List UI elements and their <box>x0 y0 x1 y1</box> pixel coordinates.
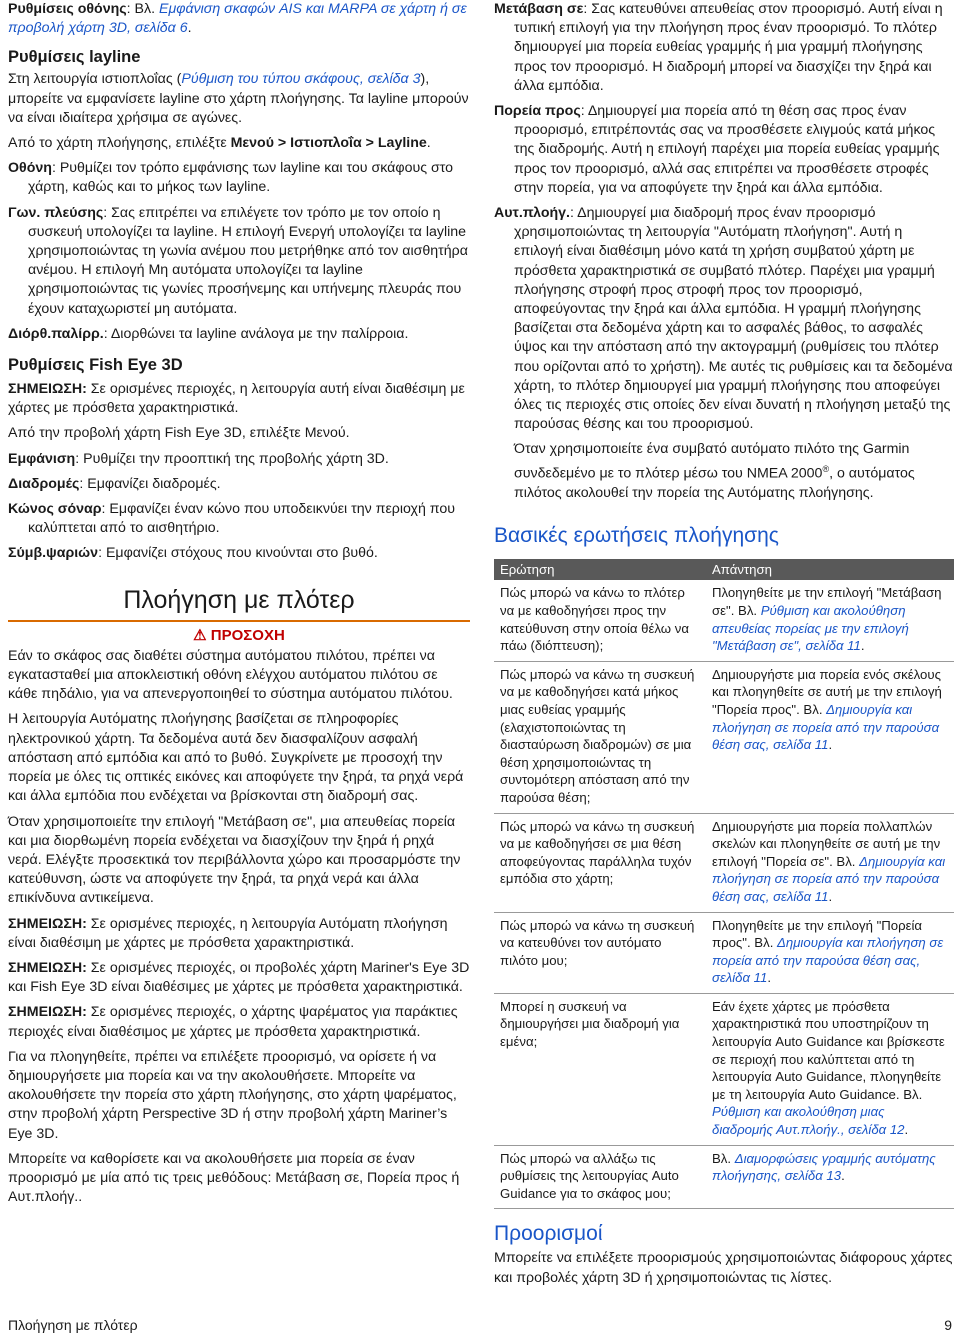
option-display-text: : Ρυθμίζει τον τρόπο εμφάνισης των layline και του σκάφους στο χάρτη, καθώς και το μήκος των layline. <box>28 160 454 196</box>
layline-menu-a: Από το χάρτη πλοήγησης, επιλέξτε <box>8 135 231 152</box>
faq-answer-text: Βλ. <box>712 1150 735 1166</box>
option-route-to-text: : Δημιουργεί μια πορεία από τη θέση σας προς έναν προορισμό, επιτρέποντάς σας να προσθέσετε ελιγμούς κατά μήκος της διαδρομής. Αυτή η επιλογή παρέχει μια πορεία ευθείας γραμμής προς τον προορισμό, αλλά σας επιτρέπει να προσθέσετε στροφές στην πορεία, για να αποφύγετε την ξηρά και άλλα εμπόδια. <box>514 103 940 196</box>
warning-triangle-icon: ⚠ <box>193 626 207 644</box>
faq-answer-end: . <box>828 888 833 904</box>
autopilot-paragraph <box>494 440 954 502</box>
faq-answer <box>706 1145 954 1209</box>
layline-menu-c: . <box>426 135 431 152</box>
warning-divider <box>8 620 470 622</box>
option-tracks-label: Διαδρομές <box>8 475 80 492</box>
faq-question: Πώς μπορώ να κάνω το πλότερ να με καθοδηγήσει προς την κατεύθυνση στην οποία θέλω να πάω (διόπτευση); <box>494 580 706 661</box>
note-text: Σε ορισμένες περιοχές, η λειτουργία Αυτόματη πλοήγηση είναι διαθέσιμη με χάρτες με πρόσθετα χαρακτηριστικά. <box>8 915 448 951</box>
fish-eye-heading: Ρυθμίσεις Fish Eye 3D <box>8 356 183 375</box>
faq-question: Πώς μπορώ να κάνω τη συσκευή να με καθοδηγήσει σε μια θέση αποφεύγοντας παράλληλα τυχόν εμπόδια στο χάρτη; <box>494 813 706 912</box>
faq-table <box>494 559 954 1210</box>
layline-heading: Ρυθμίσεις layline <box>8 48 141 67</box>
option-auto-guidance-label: Αυτ.πλοήγ. <box>494 205 570 222</box>
option-tide-correction <box>8 325 470 344</box>
ais-marpa-link[interactable]: Εμφάνιση σκαφών AIS και MARPA σε χάρτη ή σε προβολή χάρτη 3D, σελίδα 6 <box>8 1 467 37</box>
faq-answer <box>706 813 954 912</box>
faq-row <box>494 993 954 1145</box>
faq-answer-link[interactable]: Ρύθμιση και ακολούθηση μιας διαδρομής Αυτ.πλοήγ., σελίδα 12 <box>712 1104 905 1138</box>
goto-paragraph: Όταν χρησιμοποιείτε την επιλογή "Μετάβαση σε", μια απευθείας πορεία και μια διορθωμένη πορεία ενδέχεται να διασχίζουν την ξηρά ή ρηχά νερά. Ελέγξτε προσεκτικά τον περιβάλλοντα χώρο και προσαρμόστε την κατεύθυνση, ώστε να αποφύγετε την ξηρά, τα ρηχά νερά και άλλα επικίνδυνα αντικείμενα. <box>8 813 461 907</box>
warning-text: Εάν το σκάφος σας διαθέτει σύστημα αυτόματου πιλότου, πρέπει να εγκατασταθεί μια αποκλειστική οθόνη ελέγχου αυτόματου πιλότου σε κάθε πηδάλιο, για να απενεργοποιηθεί το σύστημα αυτόματου πιλότου. <box>8 647 453 703</box>
option-view-label: Εμφάνιση <box>8 450 76 467</box>
option-fish-symbols-label: Σύμβ.ψαριών <box>8 545 99 562</box>
option-view-text: : Ρυθμίζει την προοπτική της προβολής χάρτη 3D. <box>75 450 389 467</box>
faq-question: Μπορεί η συσκευή να δημιουργήσει μια διαδρομή για εμένα; <box>494 993 706 1145</box>
faq-answer-text: Δημιουργήστε μια πορεία ενός σκέλους και πλοηγηθείτε σε αυτή με την επιλογή "Πορεία προς". Βλ. <box>712 666 942 717</box>
option-tracks-text: : Εμφανίζει διαδρομές. <box>79 475 221 492</box>
autopilot-text-a: Όταν χρησιμοποιείτε ένα συμβατό αυτόματο πιλότο της Garmin συνδεδεμένο με το πλότερ μέσω του NMEA 2000 <box>514 441 910 482</box>
faq-heading: Βασικές ερωτήσεις πλοήγησης <box>494 523 779 547</box>
option-display-label: Οθόνη <box>8 160 52 177</box>
option-sail-angle <box>8 204 470 319</box>
warning-heading <box>8 626 470 645</box>
faq-answer <box>706 912 954 993</box>
faq-answer-link[interactable]: Διαμορφώσεις γραμμής αυτόματης πλοήγησης, σελίδα 13 <box>712 1150 936 1184</box>
right-column <box>494 0 954 1288</box>
autoguidance-paragraph: Η λειτουργία Αυτόματης πλοήγησης βασίζεται σε πληροφορίες ηλεκτρονικού χάρτη. Τα δεδομένα αυτά δεν διασφαλίζουν ασφαλή απόσταση από εμπόδια και από το βυθό. Συγκρίνετε με προσοχή την πορεία με όλες τις οπτικές εικόνες και αποφύγετε την ξηρά, τα ρηχά νερά και άλλα εμπόδια που ενδέχεται να βρίσκονται στη διαδρομή σας. <box>8 711 464 805</box>
option-route-to-label: Πορεία προς <box>494 103 581 120</box>
note-fishing-chart <box>8 1003 470 1041</box>
note-3d-views <box>8 959 470 997</box>
faq-answer-end: . <box>841 1168 845 1184</box>
autopilot-text-b: , ο αυτόματος πιλότος ακολουθεί την πορεία της Αυτόματης πλοήγησης. <box>514 465 915 501</box>
faq-answer-link[interactable]: Δημιουργία και πλοήγηση σε πορεία από την παρούσα θέση σας, σελίδα 11 <box>712 853 946 904</box>
fish-eye-note-text: Σε ορισμένες περιοχές, η λειτουργία αυτή είναι διαθέσιμη με χάρτες με πρόσθετα χαρακτηριστικά. <box>8 381 465 417</box>
option-goto <box>494 0 954 96</box>
layline-intro-a: Στη λειτουργία ιστιοπλοΐας ( <box>8 71 182 88</box>
faq-row <box>494 661 954 813</box>
note-text: Σε ορισμένες περιοχές, οι προβολές χάρτη Mariner's Eye 3D και Fish Eye 3D είναι διαθέσιμες με χάρτες με πρόσθετα χαρακτηριστικά. <box>8 959 470 996</box>
option-sonar-cone <box>8 500 470 538</box>
faq-answer <box>706 661 954 813</box>
faq-answer-text: Πλοηγηθείτε με την επιλογή "Πορεία προς". Βλ. <box>712 917 923 951</box>
option-sonar-cone-label: Κώνος σόναρ <box>8 501 102 518</box>
option-auto-guidance-text: : Δημιουργεί μια διαδρομή προς έναν προορισμό χρησιμοποιώντας τη λειτουργία "Αυτόματη πλοήγηση". Αυτή η επιλογή είναι διαθέσιμη μόνο κατά τη χρήση συμβατού χάρτη με πρόσθετα χαρακτηριστικά σε συμβατό πλότερ. Παρέχει μια γραμμή πλοήγησης στροφή προς στροφή προς τον προορισμό, αποφεύγοντας την ξηρά και άλλα εμπόδια. Η γραμμή πλοήγησης βασίζεται στα δεδομένα χάρτη και το ασφαλές βάθος, το ασφαλές ύψος και την απόσταση από την ακτογραμμή (ρυθμίσεις του πλότερ που ορίζονται από το χρήστη). Με αυτές τις ρυθμίσεις και τα δεδομένα χάρτη, το πλότερ δημιουργεί μια γραμμή πλοήγησης που αποφεύγει όλες τις περιοχές στις οποίες δεν είναι δυνατή η πλοήγηση μεταξύ της παρούσας θέσης και του προορισμού. <box>514 205 953 433</box>
option-route-to <box>494 102 954 198</box>
destinations-text: Μπορείτε να επιλέξετε προορισμούς χρησιμοποιώντας διάφορους χάρτες και προβολές χάρτη 3D ή χρησιμοποιώντας τις λίστες. <box>494 1250 953 1286</box>
display-settings-end: . <box>187 20 192 37</box>
display-settings-label: Ρυθμίσεις οθόνης <box>8 1 127 17</box>
layline-menu-b: Μενού > Ιστιοπλοΐα > Layline <box>230 135 427 152</box>
navigate-paragraph: Για να πλοηγηθείτε, πρέπει να επιλέξετε προορισμό, να ορίσετε ή να δημιουργήσετε μια πορεία και να την ακολουθήσετε. Μπορείτε να ακολουθήσετε την πορεία στο χάρτη πλοήγησης, στο χάρτη ψαρέματος, στην προβολή χάρτη Perspective 3D ή στην προβολή χάρτη Mariner’s Eye 3D. <box>8 1048 457 1142</box>
faq-answer-text: Δημιουργήστε μια πορεία πολλαπλών σκελών και πλοηγηθείτε σε αυτή με την επιλογή "Πορεία σε". Βλ. <box>712 818 941 869</box>
option-sail-angle-text-a: : Σας επιτρέπει να επιλέγετε τον τρόπο με τον οποίο η συσκευή υπολογίζει τα layline. <box>28 204 441 240</box>
faq-header-question: Ερώτηση <box>494 559 706 581</box>
faq-answer-text: Πλοηγηθείτε με την επιλογή "Μετάβαση σε". Βλ. <box>712 585 942 618</box>
option-auto-guidance <box>494 204 954 434</box>
option-fish-symbols-text: : Εμφανίζει στόχους που κινούνται στο βυθό. <box>98 545 378 562</box>
option-tracks <box>8 475 470 494</box>
faq-answer-end: . <box>767 970 772 986</box>
faq-answer-end: . <box>904 1122 909 1138</box>
faq-question: Πώς μπορώ να αλλάξω τις ρυθμίσεις της λειτουργίας Auto Guidance για το σκάφος μου; <box>494 1145 706 1209</box>
destinations-heading: Προορισμοί <box>494 1222 603 1246</box>
methods-paragraph: Μπορείτε να καθορίσετε και να ακολουθήσετε μια πορεία σε έναν προορισμό με μία από τις τρεις μεθόδους: Μετάβαση σε, Πορεία προς ή Αυτ.πλοήγ.. <box>8 1150 460 1206</box>
option-view <box>8 450 470 469</box>
faq-answer-text: Εάν έχετε χάρτες με πρόσθετα χαρακτηριστικά που υποστηρίζουν τη λειτουργία Auto Guidance και βρίσκεστε σε περιοχή που καλύπτεται από τη λειτουργία Auto Guidance, πλοηγηθείτε με τη λειτουργία Auto Guidance. Βλ. <box>712 998 945 1102</box>
faq-answer-end: . <box>860 638 865 654</box>
faq-answer-link[interactable]: Δημιουργία και πλοήγηση σε πορεία από την παρούσα θέση σας, σελίδα 11 <box>712 701 940 753</box>
faq-header-row <box>494 559 954 581</box>
warning-title: ΠΡΟΣΟΧΗ <box>210 626 285 644</box>
faq-row <box>494 813 954 912</box>
layline-intro <box>8 70 470 128</box>
faq-answer-link[interactable]: Δημιουργία και πλοήγηση σε πορεία από την παρούσα θέση σας, σελίδα 11 <box>712 935 944 986</box>
option-goto-label: Μετάβαση σε <box>494 1 584 17</box>
left-column <box>8 0 470 1207</box>
option-sail-angle-text-b: Η επιλογή Ενεργή υπολογίζει τα layline χρησιμοποιώντας τη γωνία ανέμου που μετρήθηκε από τον αισθητήρα ανέμου. Η επιλογή Μη αυτόματα υπολογίζει τα layline χρησιμοποιώντας τις γωνίες προσήνεμης και υπήνεμης πλευράς που έχουν καταχωριστεί μη αυτόματα. <box>28 223 468 317</box>
note-label: ΣΗΜΕΙΩΣΗ: <box>8 915 87 932</box>
faq-header-answer: Απάντηση <box>706 559 954 581</box>
chapter-title: Πλοήγηση με πλότερ <box>123 585 355 614</box>
note-label: ΣΗΜΕΙΩΣΗ: <box>8 1004 87 1021</box>
faq-answer-link[interactable]: Ρύθμιση και ακολούθηση απευθείας πορείας με την επιλογή "Μετάβαση σε", σελίδα 11 <box>712 603 909 654</box>
note-label: ΣΗΜΕΙΩΣΗ: <box>8 959 87 976</box>
display-settings-text: : Βλ. <box>126 1 159 17</box>
option-tide-text: : Διορθώνει τα layline ανάλογα με την παλίρροια. <box>103 325 409 342</box>
faq-row <box>494 1145 954 1209</box>
note-autoguidance <box>8 915 470 953</box>
option-goto-text: : Σας κατευθύνει απευθείας στον προορισμό. Αυτή είναι η τυπική επιλογή για την πλοήγηση προς έναν προορισμό. Το πλότερ δημιουργεί μια πορεία ευθείας γραμμής ή μια γραμμή πλοήγησης προς τον προορισμό. Η διαδρομή μπορεί να διασχίζει την ξηρά και άλλα εμπόδια. <box>514 1 943 94</box>
option-fish-symbols <box>8 544 470 563</box>
layline-intro-b: ), μπορείτε να εμφανίσετε layline στο χάρτη πλοήγησης. Τα layline μπορούν να είναι ιδιαίτερα χρήσιμα σε αγώνες. <box>8 71 469 126</box>
faq-row <box>494 912 954 993</box>
faq-answer <box>706 993 954 1145</box>
faq-row <box>494 580 954 661</box>
footer-page-number: 9 <box>944 1317 952 1333</box>
display-settings-paragraph <box>8 0 470 38</box>
option-sail-angle-label: Γων. πλεύσης <box>8 204 104 221</box>
faq-question: Πώς μπορώ να κάνω τη συσκευή να με καθοδηγήσει κατά μήκος μιας ευθείας γραμμής (ελαχιστοποιώντας τη διασταύρωση διαδρομών) σε μια θέση χρησιμοποιώντας τη συντομότερη απόσταση από την παρούσα θέση; <box>494 661 706 813</box>
faq-question: Πώς μπορώ να κάνω τη συσκευή να κατευθύνει τον αυτόματο πιλότο μου; <box>494 912 706 993</box>
fish-eye-note-label: ΣΗΜΕΙΩΣΗ: <box>8 381 87 398</box>
footer-section: Πλοήγηση με πλότερ <box>8 1317 138 1333</box>
registered-mark: ® <box>822 463 830 474</box>
fish-eye-note <box>8 380 470 418</box>
fish-eye-menu: Από την προβολή χάρτη Fish Eye 3D, επιλέξτε Μενού. <box>8 425 350 442</box>
faq-answer-end: . <box>828 737 833 753</box>
option-sonar-cone-text: : Εμφανίζει έναν κώνο που υποδεικνύει την περιοχή που καλύπτεται από το αισθητήριο. <box>28 501 456 537</box>
option-tide-label: Διόρθ.παλίρρ. <box>8 325 104 342</box>
note-text: Σε ορισμένες περιοχές, ο χάρτης ψαρέματος για παράκτιες περιοχές είναι διαθέσιμος με χάρτες με πρόσθετα χαρακτηριστικά. <box>8 1004 458 1040</box>
layline-menu-path <box>8 134 470 153</box>
option-display <box>8 159 470 197</box>
boat-type-link[interactable]: Ρύθμιση του τύπου σκάφους, σελίδα 3 <box>181 71 421 88</box>
faq-answer <box>706 580 954 661</box>
